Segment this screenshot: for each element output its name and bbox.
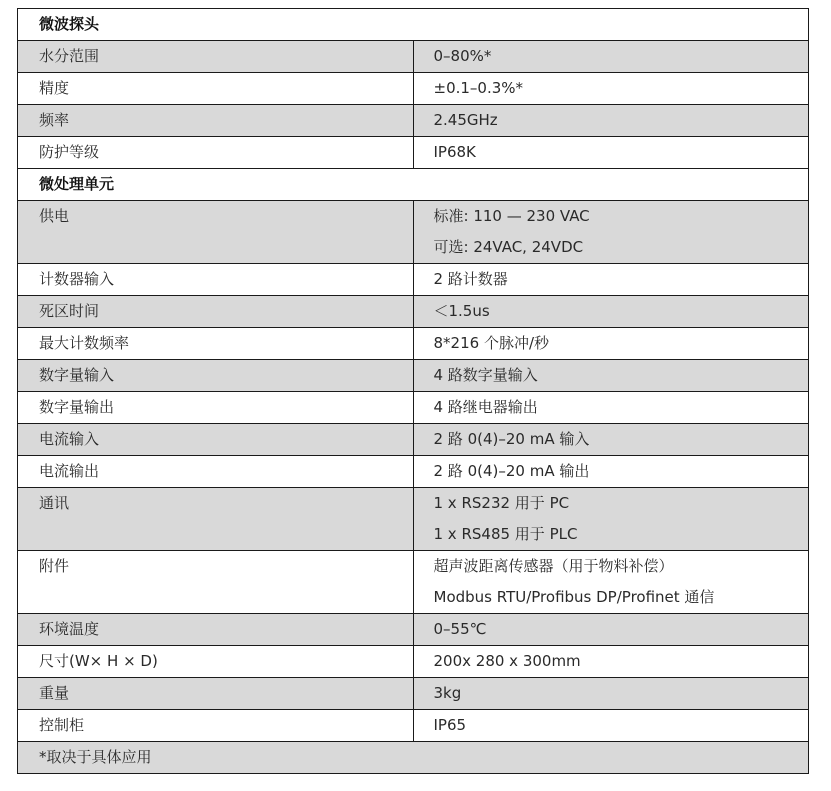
- row-value: 4 路继电器输出: [413, 392, 809, 424]
- table-row: [18, 296, 809, 328]
- table-row: [18, 678, 809, 710]
- row-value: 4 路数字量输入: [413, 360, 809, 392]
- table-row: [18, 41, 809, 73]
- table-row: [18, 710, 809, 742]
- row-label: 数字量输出: [18, 392, 414, 424]
- row-value: [413, 488, 809, 551]
- row-label: 频率: [18, 105, 414, 137]
- row-label: 电流输入: [18, 424, 414, 456]
- row-value-line: 1 x RS232 用于 PC: [433, 494, 570, 512]
- row-label: 防护等级: [18, 137, 414, 169]
- row-value-line: Modbus RTU/Profibus DP/Profinet 通信: [433, 588, 715, 606]
- row-label: 尺寸(W× H × D): [18, 646, 414, 678]
- table-row: [18, 264, 809, 296]
- section-title: 微处理单元: [18, 169, 809, 201]
- footnote: *取决于具体应用: [18, 742, 809, 774]
- row-value: 8*216 个脉冲/秒: [413, 328, 809, 360]
- row-label: 计数器输入: [18, 264, 414, 296]
- row-label: 通讯: [18, 488, 414, 551]
- row-value-line: 标准: 110 — 230 VAC: [433, 207, 590, 225]
- row-label: 附件: [18, 551, 414, 614]
- table-row: [18, 201, 809, 264]
- section-header-processor: [18, 169, 809, 201]
- row-label: 供电: [18, 201, 414, 264]
- row-value: 2 路 0(4)–20 mA 输出: [413, 456, 809, 488]
- row-label: 电流输出: [18, 456, 414, 488]
- row-value: 2 路计数器: [413, 264, 809, 296]
- row-label: 控制柜: [18, 710, 414, 742]
- section-title: 微波探头: [18, 9, 809, 41]
- table-row: [18, 105, 809, 137]
- table-row: [18, 551, 809, 614]
- table-row: [18, 456, 809, 488]
- row-value: ＜1.5us: [413, 296, 809, 328]
- row-value: 3kg: [413, 678, 809, 710]
- row-label: 数字量输入: [18, 360, 414, 392]
- table-row: [18, 360, 809, 392]
- table-row: [18, 137, 809, 169]
- row-label: 环境温度: [18, 614, 414, 646]
- table-row: [18, 392, 809, 424]
- footnote-row: [18, 742, 809, 774]
- row-label: 死区时间: [18, 296, 414, 328]
- row-label: 重量: [18, 678, 414, 710]
- row-value: ±0.1–0.3%*: [413, 73, 809, 105]
- row-value: 2.45GHz: [413, 105, 809, 137]
- row-value-line: 可选: 24VAC, 24VDC: [433, 238, 584, 256]
- spec-table: [17, 8, 809, 774]
- row-value: [413, 201, 809, 264]
- table-row: [18, 73, 809, 105]
- row-value: 0–80%*: [413, 41, 809, 73]
- row-value: 2 路 0(4)–20 mA 输入: [413, 424, 809, 456]
- row-label: 最大计数频率: [18, 328, 414, 360]
- table-row: [18, 646, 809, 678]
- row-label: 水分范围: [18, 41, 414, 73]
- table-row: [18, 424, 809, 456]
- table-row: [18, 328, 809, 360]
- table-row: [18, 488, 809, 551]
- row-value: [413, 551, 809, 614]
- row-value-line: 1 x RS485 用于 PLC: [433, 525, 578, 543]
- row-label: 精度: [18, 73, 414, 105]
- row-value: 0–55℃: [413, 614, 809, 646]
- row-value-line: 超声波距离传感器（用于物料补偿）: [433, 557, 674, 575]
- row-value: IP65: [413, 710, 809, 742]
- row-value: 200x 280 x 300mm: [413, 646, 809, 678]
- table-row: [18, 614, 809, 646]
- row-value: IP68K: [413, 137, 809, 169]
- section-header-probe: [18, 9, 809, 41]
